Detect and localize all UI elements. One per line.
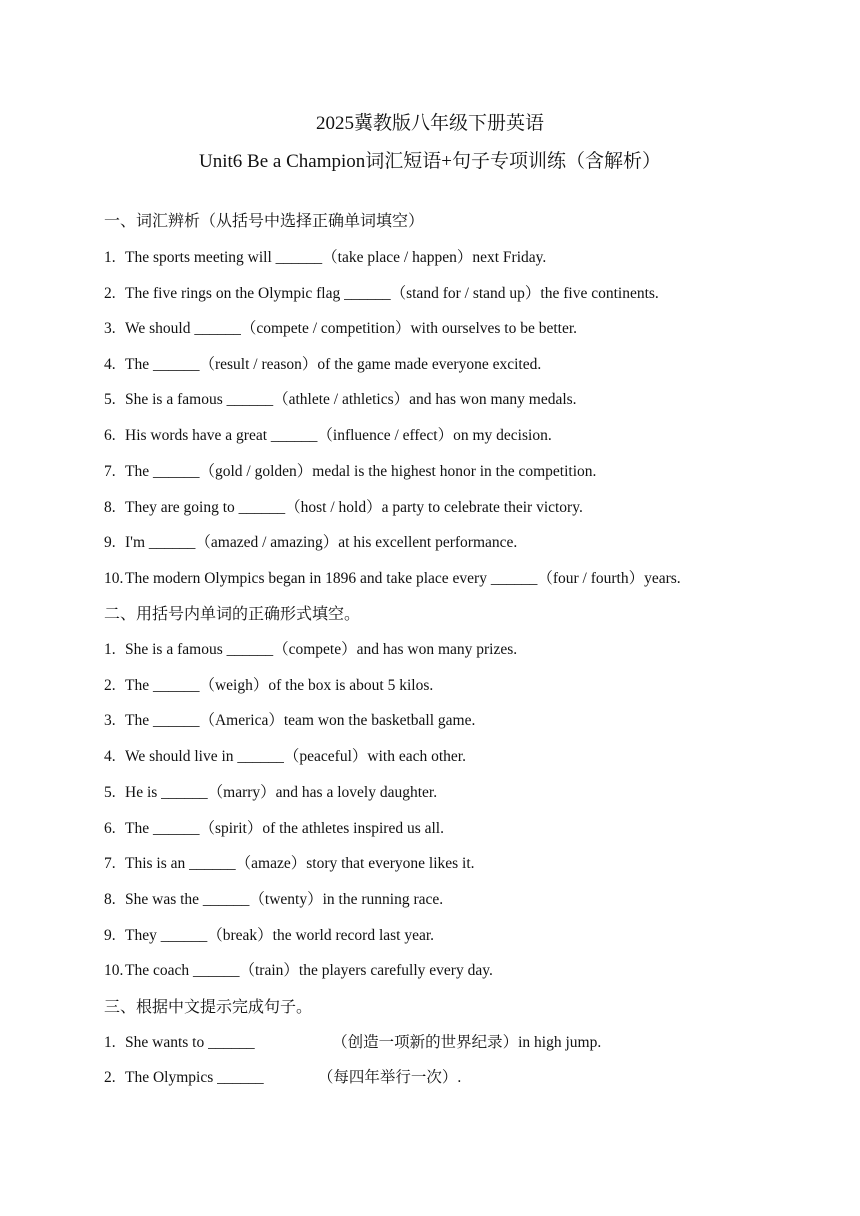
list-item: 7. This is an ______（amaze）story that everyone likes it. — [104, 855, 475, 872]
list-item: 7. The ______（gold / golden）medal is the highest honor in the competition. — [104, 463, 597, 480]
page-title-line-1: 2025冀教版八年级下册英语 — [315, 113, 544, 134]
list-item: 9. They ______（break）the world record last year. — [104, 927, 435, 944]
list-item: 5. He is ______（marry）and has a lovely daughter. — [104, 784, 438, 801]
list-item: 5. She is a famous ______（athlete / athletics）and has won many medals. — [104, 391, 577, 408]
list-item: 2. The five rings on the Olympic flag ______（stand for / stand up）the five continents. — [104, 285, 659, 302]
list-item: 6. His words have a great ______（influence / effect）on my decision. — [104, 427, 552, 444]
list-item: 9. I'm ______（amazed / amazing）at his excellent performance. — [104, 534, 518, 551]
list-item: 2. The Olympics ______ （每四年举行一次）. — [104, 1069, 462, 1086]
section-2-heading: 二、用括号内单词的正确形式填空。 — [104, 604, 361, 623]
list-item: 1. She is a famous ______（compete）and has won many prizes. — [104, 641, 518, 658]
list-item: 10. The coach ______（train）the players carefully every day. — [104, 962, 493, 979]
list-item: 1. The sports meeting will ______（take place / happen）next Friday. — [104, 249, 547, 266]
list-item: 8. They are going to ______（host / hold）a party to celebrate their victory. — [104, 499, 583, 516]
page-title-line-2: Unit6 Be a Champion词汇短语+句子专项训练（含解析） — [199, 151, 661, 172]
section-1-heading: 一、词汇辨析（从括号中选择正确单词填空） — [104, 211, 425, 230]
list-item: 3. The ______（America）team won the basketball game. — [104, 712, 476, 729]
section-3-heading: 三、根据中文提示完成句子。 — [104, 997, 313, 1016]
list-item: 2. The ______（weigh）of the box is about 5 kilos. — [104, 677, 434, 694]
list-item: 8. She was the ______（twenty）in the running race. — [104, 891, 444, 908]
list-item: 6. The ______（spirit）of the athletes inspired us all. — [104, 820, 444, 837]
list-item: 1. She wants to ______ （创造一项新的世界纪录）in high jump. — [104, 1034, 602, 1051]
list-item: 4. The ______（result / reason）of the game made everyone excited. — [104, 356, 542, 373]
list-item: 4. We should live in ______（peaceful）with each other. — [104, 748, 466, 765]
list-item: 10. The modern Olympics began in 1896 and take place every ______（four / fourth）years. — [104, 570, 681, 587]
list-item: 3. We should ______（compete / competition）with ourselves to be better. — [104, 320, 578, 337]
